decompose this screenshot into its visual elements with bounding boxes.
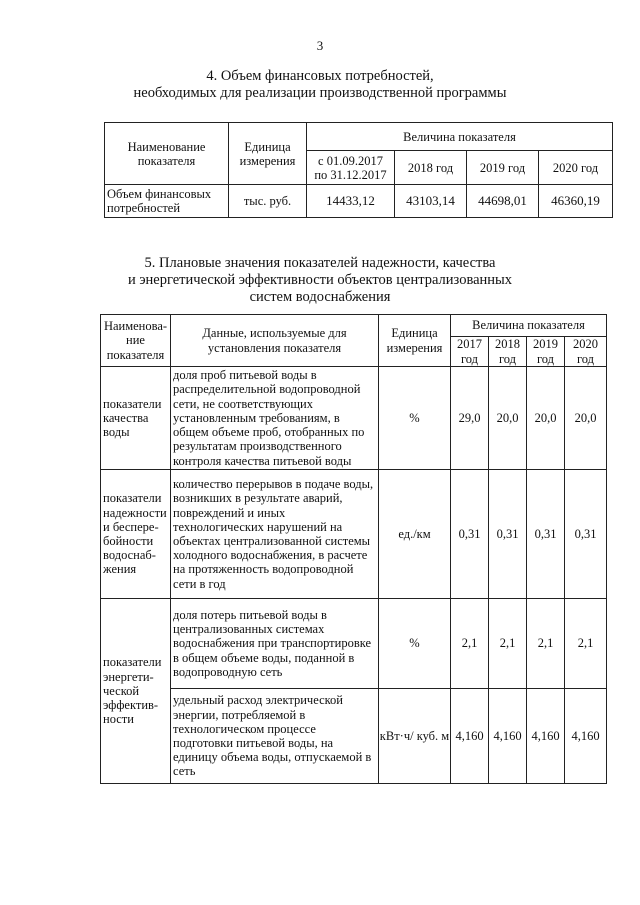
header-year-2017-number: 2017 bbox=[457, 337, 482, 352]
header-year-2017-word: год bbox=[460, 351, 479, 366]
header-year-2017 bbox=[451, 337, 489, 367]
cell-data: удельный расход электрической энергии, потребляемой в технологическом процессе подготовки питьевой воды, на единицу объема воды, отпускаемой в сеть bbox=[171, 689, 379, 784]
cell-data: количество перерывов в подаче воды, возникших в результате аварий, повреждений и иных технологических нарушений на объектах централизованной системы холодного водоснабжения, в расчете на протяженность водопроводной сети в год bbox=[171, 470, 379, 599]
table-row bbox=[101, 367, 607, 470]
cell-value-2017: 29,0 bbox=[451, 367, 489, 470]
header-year-2019 bbox=[527, 337, 565, 367]
header-unit: Единица измерения bbox=[229, 123, 307, 185]
section5-title bbox=[0, 255, 640, 306]
header-unit: Единица измерения bbox=[379, 315, 451, 367]
header-value-group: Величина показателя bbox=[307, 123, 613, 151]
cell-value-2019: 4,160 bbox=[527, 689, 565, 784]
group-name-reliability: показатели надежности и беспере-бойности водоснаб-жения bbox=[101, 470, 171, 599]
cell-unit: кВт·ч/ куб. м bbox=[379, 689, 451, 784]
header-data: Данные, используемые для установления показателя bbox=[171, 315, 379, 367]
cell-data: доля потерь питьевой воды в централизованных системах водоснабжения при транспортировке в общем объеме воды, поданной в водопроводную сеть bbox=[171, 599, 379, 689]
header-period-4: 2020 год bbox=[539, 151, 613, 185]
group-name-energy-efficiency: показатели энергети-ческой эффектив-ности bbox=[101, 599, 171, 784]
table-row bbox=[101, 689, 607, 784]
cell-value-2: 43103,14 bbox=[395, 185, 467, 218]
header-year-2018-number: 2018 bbox=[495, 337, 520, 352]
indicators-table bbox=[100, 314, 607, 784]
cell-unit: % bbox=[379, 367, 451, 470]
cell-value-2018: 0,31 bbox=[489, 470, 527, 599]
cell-value-2020: 0,31 bbox=[565, 470, 607, 599]
cell-value-2017: 2,1 bbox=[451, 599, 489, 689]
cell-indicator-name: Объем финансовых потребностей bbox=[105, 185, 229, 218]
header-year-2018 bbox=[489, 337, 527, 367]
cell-value-3: 44698,01 bbox=[467, 185, 539, 218]
page-number: 3 bbox=[316, 38, 324, 53]
cell-unit: ед./км bbox=[379, 470, 451, 599]
table-row bbox=[101, 599, 607, 689]
header-value-group: Величина показателя bbox=[451, 315, 607, 337]
header-period-1 bbox=[307, 151, 395, 185]
cell-data: доля проб питьевой воды в распределительной водопроводной сети, не соответствующих установленным требованиям, в общем объеме проб, отобранных по результатам производственного контроля качества питьевой воды bbox=[171, 367, 379, 470]
section5-title-line2: и энергетической эффективности объектов централизованных bbox=[127, 272, 513, 288]
section5-title-line1: 5. Плановые значения показателей надежности, качества bbox=[144, 255, 496, 271]
header-period-3: 2019 год bbox=[467, 151, 539, 185]
cell-value-2018: 20,0 bbox=[489, 367, 527, 470]
header-year-2019-number: 2019 bbox=[533, 337, 558, 352]
header-period-2: 2018 год bbox=[395, 151, 467, 185]
cell-value-2018: 2,1 bbox=[489, 599, 527, 689]
header-indicator-name: Наименова-ние показателя bbox=[101, 315, 171, 367]
cell-value-2020: 4,160 bbox=[565, 689, 607, 784]
header-year-2020-word: год bbox=[576, 351, 595, 366]
section5-title-line3: систем водоснабжения bbox=[249, 289, 391, 305]
cell-unit: % bbox=[379, 599, 451, 689]
header-period-1-line2: по 31.12.2017 bbox=[314, 167, 387, 182]
cell-unit: тыс. руб. bbox=[229, 185, 307, 218]
cell-value-2019: 20,0 bbox=[527, 367, 565, 470]
header-year-2020 bbox=[565, 337, 607, 367]
table-row bbox=[101, 470, 607, 599]
cell-value-2017: 4,160 bbox=[451, 689, 489, 784]
section4-title-line1: 4. Объем финансовых потребностей, bbox=[206, 68, 434, 84]
cell-value-1: 14433,12 bbox=[307, 185, 395, 218]
cell-value-2019: 2,1 bbox=[527, 599, 565, 689]
header-year-2019-word: год bbox=[536, 351, 555, 366]
cell-value-2020: 2,1 bbox=[565, 599, 607, 689]
header-year-2020-number: 2020 bbox=[573, 337, 598, 352]
header-period-1-line1: с 01.09.2017 bbox=[318, 153, 383, 168]
cell-value-2018: 4,160 bbox=[489, 689, 527, 784]
header-indicator-name: Наименование показателя bbox=[105, 123, 229, 185]
cell-value-2017: 0,31 bbox=[451, 470, 489, 599]
header-year-2018-word: год bbox=[498, 351, 517, 366]
cell-value-2019: 0,31 bbox=[527, 470, 565, 599]
section4-title-line2: необходимых для реализации производственной программы bbox=[133, 85, 507, 101]
cell-value-4: 46360,19 bbox=[539, 185, 613, 218]
group-name-quality: показатели качества воды bbox=[101, 367, 171, 470]
section4-title bbox=[0, 68, 640, 102]
table-row bbox=[105, 185, 613, 218]
cell-value-2020: 20,0 bbox=[565, 367, 607, 470]
financial-needs-table bbox=[104, 122, 613, 218]
